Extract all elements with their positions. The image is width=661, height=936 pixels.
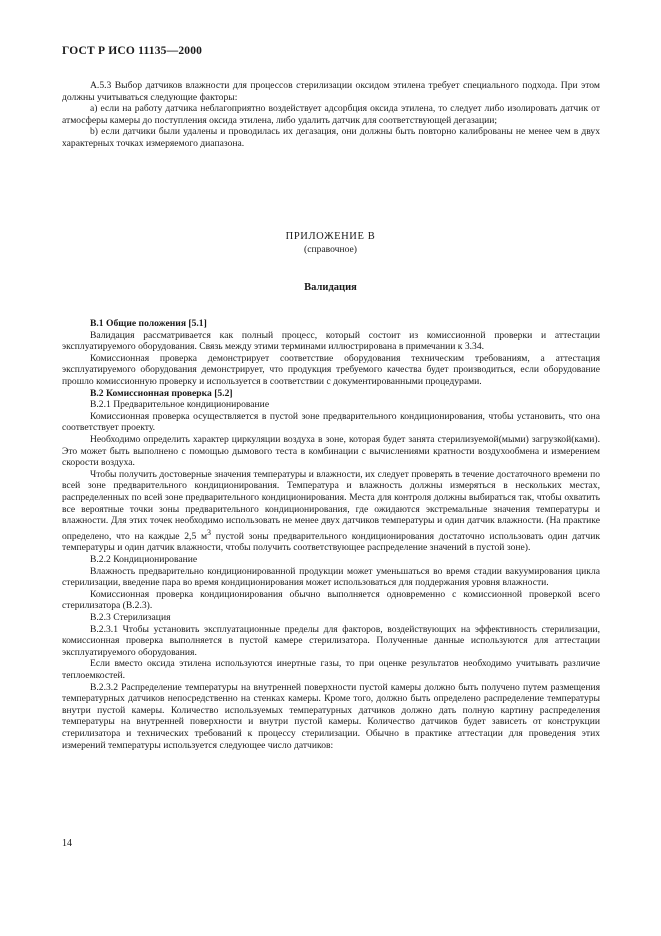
page-number: 14 [62,838,72,849]
paragraph-b1-2: Комиссионная проверка демонстрирует соответствие оборудования техническим требованиям, а аттестация эксплуатируемого оборудования демонстрирует, что продукция требуемого качества будет производиться, если оборудование прошло комиссионную проверку и используется в соответствии с документированными процедурами. [62,352,600,387]
heading-b1: В.1 Общие положения [5.1] [90,318,207,329]
appendix-body [62,318,600,751]
paragraph-b21-3-part-a: Чтобы получить достоверные значения температуры и влажности, их следует проверять в течение достаточного времени по всей зоне предварительного кондиционирования. Температура и влажность должны измеряться в нескольких местах, распределенных по всей зоне предварительного кондиционирования. Места для контроля должны выбираться так, чтобы охватить все вероятные точки зоны предварительного кондиционирования, где ожидаются экстремальные значения температуры и влажности. Для этих точек необходимо использовать не менее двух датчиков температуры и один датчик влажности. (На практике определено, что на каждые 2,5 м [62,468,600,542]
paragraph-b21-3-part-b: пустой зоны предварительного кондиционирования достаточно использовать один датчик температуры и один датчик влажности, чтобы получить соответствующее распределение значений в пустой зоне). [62,530,600,554]
paragraph-b231: В.2.3.1 Чтобы установить эксплуатационные пределы для факторов, воздействующих на эффективность стерилизации, комиссионная проверка выполняется в пустой камере стерилизатора. Полученные данные используются для аттестации эксплуатируемого оборудования. [62,623,600,658]
appendix-title: ПРИЛОЖЕНИЕ В [285,231,376,242]
paragraph-a53-a: а) если на работу датчика неблагоприятно воздействует адсорбция оксида этилена, то следует либо изолировать датчик от атмосферы камеры до поступления оксида этилена, либо удалить датчик для соответствующей дегазации; [62,103,600,126]
section-title: Валидация [304,282,357,293]
paragraph-b231-2: Если вместо оксида этилена используются инертные газы, то при оценке результатов необходимо учитывать различие теплоемкостей. [62,658,600,681]
paragraph-b232: В.2.3.2 Распределение температуры на внутренней поверхности пустой камеры должно быть получено путем размещения температурных датчиков непосредственно на стенках камеры. Кроме того, должно быть определено распределение температуры внутри пустой камеры. Количество используемых температурных датчиков должно дать полную картину распределения температуры на внутренней поверхности и внутри пустой камеры. Количество датчиков будет зависеть от конструкции стерилизатора и технических требований к процессу стерилизации. Обычно в практике аттестации для проведения этих измерений температуры используется следующее число датчиков: [62,681,600,751]
paragraph-b21-2: Необходимо определить характер циркуляции воздуха в зоне, которая будет занята стерилизуемой(мыми) загрузкой(ками). Это может быть выполнено с помощью дымового теста в комбинации с вычислениями кратности воздухообмена и измерением скорости воздуха. [62,433,600,469]
paragraph-b21-1: Комиссионная проверка осуществляется в пустой зоне предварительного кондиционирования, чтобы установить, что она соответствует проекту. [62,410,600,434]
paragraph-b22-2: Комиссионная проверка кондиционирования обычно выполняется одновременно с комиссионной проверкой всего стерилизатора (В.2.3). [62,588,600,612]
appendix-note: (справочное) [304,244,357,255]
top-section [62,80,600,150]
paragraph-b21-3 [62,469,600,554]
paragraph-b1-1: Валидация рассматривается как полный процесс, который состоит из комиссионной проверки и аттестации эксплуатируемого оборудования. Связь между этими терминами иллюстрирована в примечании к 3.34. [62,329,600,353]
paragraph-a53: А.5.3 Выбор датчиков влажности для процессов стерилизации оксидом этилена требует специального подхода. При этом должны учитываться следующие факторы: [62,80,600,103]
document-header: ГОСТ Р ИСО 11135—2000 [62,45,203,57]
heading-b22: В.2.2 Кондиционирование [90,554,198,566]
heading-b2: В.2 Комиссионная проверка [5.2] [90,387,233,399]
paragraph-b22-1: Влажность предварительно кондиционированной продукции может уменьшаться во время стадии вакуумирования цикла стерилизации, введение пара во время кондиционирования может использоваться для поддержания уровня влажности. [62,565,600,589]
heading-b21: В.2.1 Предварительное кондиционирование [90,399,270,411]
heading-b23: В.2.3 Стерилизация [90,612,171,624]
cubic-superscript: 3 [207,527,212,537]
paragraph-a53-b: b) если датчики были удалены и проводилась их дегазация, они должны быть повторно калиброваны не менее чем в двух характерных точках измеряемого диапазона. [62,126,600,149]
